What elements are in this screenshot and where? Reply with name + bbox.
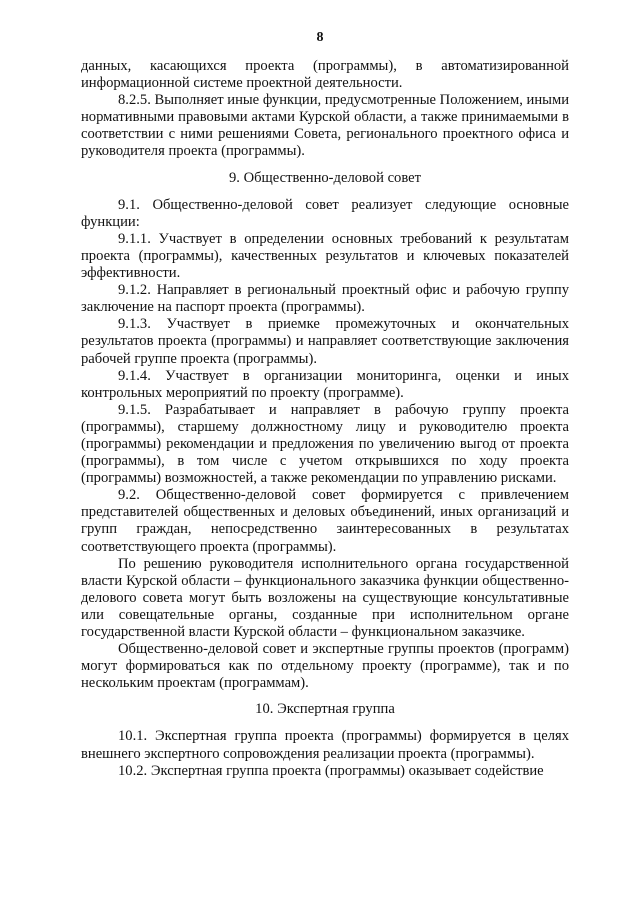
paragraph: Общественно-деловой совет и экспертные группы проектов (программ) могут формироваться как по отдельному проекту (программе), так и по нескольким проектам (программам). xyxy=(81,641,569,692)
document-body xyxy=(81,58,569,780)
paragraph: 9.1.3. Участвует в приемке промежуточных и окончательных результатов проекта (программы) и направляет соответствующие заключения рабочей группе проекта (программы). xyxy=(81,316,569,367)
paragraph: 10.1. Экспертная группа проекта (программы) формируется в целях внешнего экспертного сопровождения реализации проекта (программы). xyxy=(81,728,569,762)
paragraph: По решению руководителя исполнительного органа государственной власти Курской области – функционального заказчика функции общественно-делового совета могут быть возложены на существующие консультативные или совещательные органы, созданные при исполнительном органе государственной власти Курской области – функциональном заказчике. xyxy=(81,555,569,640)
paragraph: 9.1.2. Направляет в региональный проектный офис и рабочую группу заключение на паспорт проекта (программы). xyxy=(81,282,569,316)
section-heading: 9. Общественно-деловой совет xyxy=(228,169,421,186)
paragraph: 9.1.4. Участвует в организации мониторинга, оценки и иных контрольных мероприятий по проекту (программе). xyxy=(81,367,569,401)
paragraph: данных, касающихся проекта (программы), в автоматизированной информационной системе проектной деятельности. xyxy=(81,58,569,92)
paragraph: 8.2.5. Выполняет иные функции, предусмотренные Положением, иными нормативными правовыми актами Курской области, а также принимаемыми в соответствии с ними решениями Совета, регионального проектного офиса и руководителя проекта (программы). xyxy=(81,92,569,160)
paragraph: 10.2. Экспертная группа проекта (программы) оказывает содействие xyxy=(118,762,544,779)
paragraph: 9.2. Общественно-деловой совет формируется с привлечением представителей общественных и деловых объединений, иных организаций и групп граждан, непосредственно заинтересованных в результатах соответствующего проекта (программы). xyxy=(81,487,569,555)
page-number: 8 xyxy=(316,30,324,45)
paragraph: 9.1.5. Разрабатывает и направляет в рабочую группу проекта (программы), старшему должностному лицу и руководителю проекта (программы) рекомендации и предложения по увеличению выгод от проекта (программы), в том числе с учетом открывшихся по ходу проекта (программы) возможностей, а также рекомендации по управлению рисками. xyxy=(81,401,569,487)
paragraph: 9.1. Общественно-деловой совет реализует следующие основные функции: xyxy=(81,196,569,230)
paragraph: 9.1.1. Участвует в определении основных требований к результатам проекта (программы), качественных результатов и ключевых показателей эффективности. xyxy=(81,230,569,282)
section-heading: 10. Экспертная группа xyxy=(255,701,395,718)
